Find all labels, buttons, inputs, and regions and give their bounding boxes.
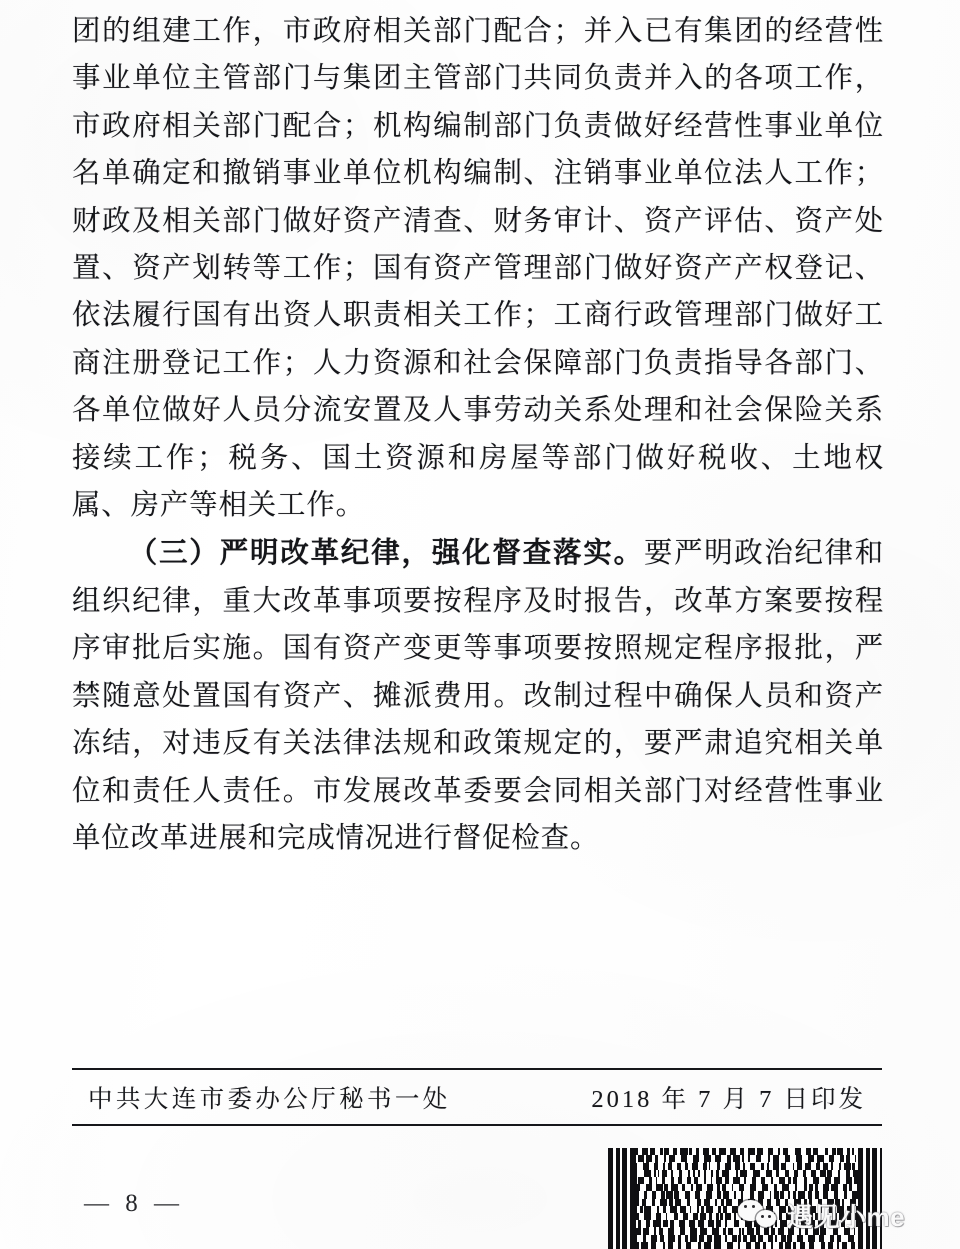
barcode-stop-bars [858, 1148, 882, 1249]
barcode-image [608, 1148, 882, 1249]
barcode [608, 1148, 882, 1249]
body-paragraph [72, 530, 884, 862]
barcode-start-bars [608, 1148, 634, 1249]
page-number: — 8 — [84, 1190, 184, 1217]
watermark-label: 遇见小me [787, 1201, 906, 1232]
document-body [72, 8, 884, 862]
footer-row [72, 1070, 882, 1124]
document-footer [72, 1068, 882, 1126]
footer-rule-bottom [72, 1124, 882, 1126]
body-paragraph [72, 8, 884, 529]
paragraph-text: 要严明政治纪律和组织纪律，重大改革事项要按程序及时报告，改革方案要按程序审批后实施。国有资产变更等事项要按照规定程序报批，严禁随意处置国有资产、摊派费用。改制过程中确保人员和资产冻结，对违反有关法律法规和政策规定的，要严肃追究相关单位和责任人责任。市发展改革委要会同相关部门对经营性事业单位改革进展和完成情况进行督促检查。 [72, 538, 885, 854]
barcode-row [634, 1242, 858, 1249]
issue-date-label: 2018 年 7 月 7 日印发 [591, 1085, 866, 1113]
paragraph-heading: （三）严明改革纪律，强化督查落实。 [128, 538, 644, 570]
barcode-matrix [634, 1148, 858, 1249]
issuing-office-label: 中共大连市委办公厅秘书一处 [88, 1085, 451, 1113]
paragraph-text: 团的组建工作，市政府相关部门配合；并入已有集团的经营性事业单位主管部门与集团主管部门共同负责并入的各项工作，市政府相关部门配合；机构编制部门负责做好经营性事业单位名单确定和撤销事业单位机构编制、注销事业单位法人工作；财政及相关部门做好资产清查、财务审计、资产评估、资产处置、资产划转等工作；国有资产管理部门做好资产产权登记、依法履行国有出资人职责相关工作；工商行政管理部门做好工商注册登记工作；人力资源和社会保障部门负责指导各部门、各单位做好人员分流安置及人事劳动关系处理和社会保险关系接续工作；税务、国土资源和房屋等部门做好税收、土地权属、房产等相关工作。 [72, 16, 884, 522]
